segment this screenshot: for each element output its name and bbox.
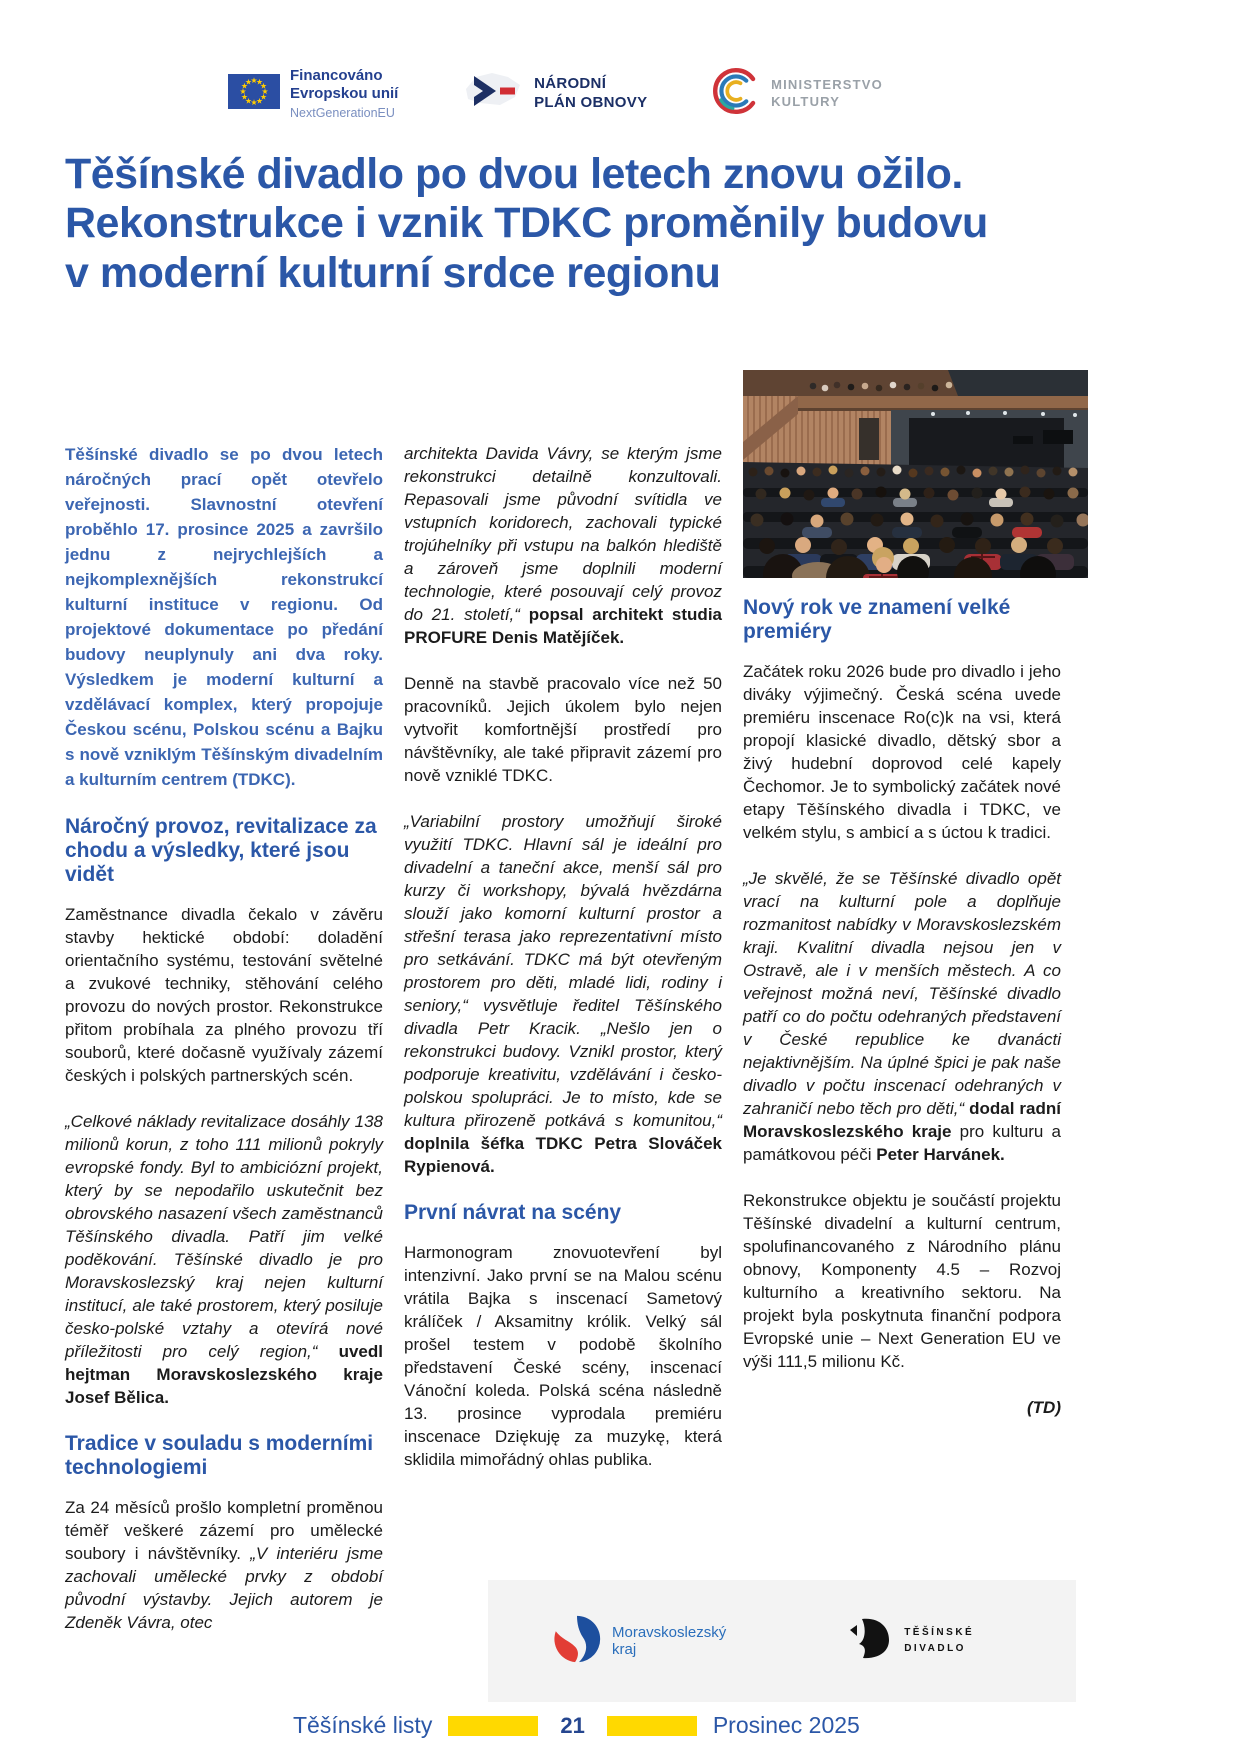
- body-paragraph: Denně na stavbě pracovalo více než 50 pracovníků. Jejich úkolem bylo nejen vytvořit komfortnější prostředí pro návštěvníky, ale také připravit zázemí pro nově vzniklé TDKC.: [404, 674, 722, 785]
- funding-logos-header: [228, 66, 883, 121]
- quote-attribution: doplnila šéfka TDKC Petra Slováček Rypienová.: [404, 1134, 722, 1176]
- mk-logo-line2: KULTURY: [771, 93, 841, 109]
- auditorium-audience-photo: [743, 370, 1088, 578]
- pull-quote-spaces: [404, 810, 722, 1178]
- lead-paragraph: Těšínské divadlo se po dvou letech náročných prací opět otevřelo veřejnosti. Slavnostní otevření proběhlo 17. prosince 2025 a završilo jednu z nejrychlejších a nejkomplexnějších rekonstrukcí kulturní instituce v regionu. Od projektové dokumentace po předání budovy neuplynuly ani dva roky. Výsledkem je moderní kulturní a vzdělávací komplex, který propojuje Českou scénu, Polskou scénu a Bajku s nově vzniklým Těšínským divadelním a kulturním centrem (TDKC).: [65, 445, 383, 789]
- eu-logo-line2: Evropskou unií: [290, 85, 399, 102]
- article-columns: [65, 368, 1061, 1657]
- footer-separator-bar: [448, 1716, 538, 1736]
- author-initials: (TD): [1027, 1398, 1061, 1417]
- national-recovery-plan-logo: [462, 67, 647, 120]
- tesin-theatre-logo: [848, 1615, 974, 1668]
- section-heading-navrat: První návrat na scény: [404, 1201, 622, 1224]
- eu-logo-line3: NextGenerationEU: [290, 106, 395, 121]
- td-logo-line2: DIVADLO: [904, 1643, 966, 1654]
- issue-date: Prosinec 2025: [712, 1712, 860, 1738]
- column-3: [743, 368, 1061, 1657]
- quote-text: „Je skvělé, že se Těšínské divadlo opět vrací na kulturní pole a doplňuje rozmanitost nabídky v Moravskoslezském kraji. Kvalitní divadla nejsou jen v Ostravě, ale i v menších městech. A co veřejnost možná neví, Těšínské divadlo patří co do počtu odehraných představení v České republice ke dvanácti nejaktivnějším. Na úplné špici je pak naše divadlo v počtu inscenací odehraných v zahraničí nebo těch pro děti,“: [743, 869, 1061, 1118]
- sponsor-logos-strip: [488, 1580, 1076, 1702]
- paragraph-intro: Za 24 měsíců prošlo kompletní proměnou téměř veškeré zázemí pro umělecké soubory i návštěvníky.: [65, 1498, 383, 1563]
- section-heading-provoz: Náročný provoz, revitalizace za chodu a výsledky, které jsou vidět: [65, 815, 377, 886]
- article-headline: Těšínské divadlo po dvou letech znovu ožilo. Rekonstrukce i vznik TDKC proměnily budovu v moderní kulturní srdce regionu: [65, 150, 988, 297]
- eu-logo-line1: Financováno: [290, 66, 383, 84]
- npo-logo-line2: PLÁN OBNOVY: [534, 93, 648, 111]
- quote-text: „V interiéru jsme zachovali umělecké prvky z období původní výstavby. Jejich autorem je Zdeněk Vávra, otec: [65, 1544, 383, 1632]
- body-paragraph: Harmonogram znovuotevření byl intenzivní. Jako první se na Malou scénu vrátila Bajka s inscenací Sametový králíček / Aksamitny królik. Velký sál prošel testem v podobě školního představení České scény, inscenací Vánoční koleda. Polská scéna následně 13. prosince vyprodala premiéru inscenace Dziękuję za muzykę, která sklidila mimořádný ohlas publika.: [404, 1243, 722, 1469]
- eu-funding-logo: [228, 67, 398, 121]
- msk-logo-line1: Moravskoslezský: [612, 1623, 727, 1641]
- quote-attribution: dodal radní Moravskoslezského kraje: [743, 1099, 1061, 1141]
- quote-attribution: uvedl hejtman Moravskoslezského kraje Josef Bělica.: [65, 1342, 383, 1407]
- body-paragraph: Zaměstnance divadla čekalo v závěru stavby hektické období: doladění orientačního systému, testování světelné a zvukové techniky, stěhování celého provozu do nových prostor. Rekonstrukce přitom probíhala za plného provozu tří souborů, které dočasně využívaly zázemí českých i polských partnerských scén.: [65, 905, 383, 1085]
- quote-attribution: popsal architekt studia PROFURE Denis Matějíček.: [404, 605, 722, 647]
- body-paragraph: Rekonstrukce objektu je součástí projektu Těšínské divadelní a kulturní centrum, spolufinancovaného z Národního plánu obnovy, Komponenty 4.5 – Rozvoj kulturního a kreativního sektoru. Na projekt byla poskytnuta finanční podpora Evropské unie – Next Generation EU ve výši 111,5 milionu Kč.: [743, 1191, 1061, 1371]
- pull-quote-interior: [404, 442, 722, 649]
- msk-logo-icon: [550, 1612, 604, 1671]
- eu-flag-icon: [228, 74, 280, 114]
- page-footer: [293, 1712, 860, 1739]
- section-heading-novy-rok: Nový rok ve znamení velké premiéry: [743, 596, 1011, 643]
- ministry-culture-emblem-icon: [711, 66, 761, 121]
- quote-attribution-name: Peter Harvánek.: [876, 1145, 1005, 1164]
- tesin-theatre-logo-icon: [848, 1615, 892, 1668]
- quote-text: architekta Davida Vávry, se kterým jsme rekonstrukci detailně konzultovali. Repasovali jsme původní svítidla ve vstupních koridorech, zachovali typické trojúhelníky při vstupu na balkón hlediště a zároveň jsme doplnili moderní technologie, které posouvají celý provoz do 21. století,“: [404, 444, 722, 624]
- quote-text: „Variabilní prostory umožňují široké využití TDKC. Hlavní sál je ideální pro divadelní a taneční akce, menší sál pro kurzy či workshopy, bývalá hvězdárna slouží jako komorní kulturní prostor a střešní terasa jako reprezentativní místo pro setkávání. TDKC má být otevřeným prostorem pro děti, mladé lidi, rodiny i seniory,“ vysvětluje ředitel Těšínského divadla Petr Kracik. „Nešlo jen o rekonstrukci budovy. Vznikl prostor, který podporuje kreativitu, vzdělávání i česko-polskou spolupráci. Je to místo, kde se kultura přirozeně potkává s komunitou,“: [404, 812, 722, 1130]
- npo-chevron-icon: [462, 67, 524, 120]
- body-paragraph: [65, 1496, 383, 1634]
- column-1: [65, 368, 383, 1657]
- td-logo-line1: TĚŠÍNSKÉ: [904, 1627, 975, 1638]
- footer-separator-bar: [607, 1716, 697, 1736]
- quote-attribution-role: pro kulturu a památkovou péči: [743, 1122, 1061, 1164]
- column-2: [404, 368, 722, 1657]
- npo-logo-line1: NÁRODNÍ: [534, 74, 607, 92]
- msk-logo-line2: kraj: [612, 1641, 637, 1658]
- ministry-of-culture-logo: [711, 66, 883, 121]
- page-number: 21: [560, 1712, 585, 1738]
- quote-text: „Celkové náklady revitalizace dosáhly 138 milionů korun, z toho 111 milionů pokryly evropské fondy. Byl to ambiciózní projekt, který by se nepodařilo uskutečnit bez obrovského nasazení všech zaměstnanců Těšínského divadla. Patří jim velké poděkování. Těšínské divadlo je pro Moravskoslezský kraj nejen kulturní institucí, ale také prostorem, který posiluje česko-polské vztahy a otevírá nové příležitosti pro celý region,“: [65, 1112, 383, 1361]
- mk-logo-line1: MINISTERSTVO: [771, 76, 883, 92]
- pull-quote-costs: [65, 1110, 383, 1409]
- section-heading-tradice: Tradice v souladu s moderními technologiemi: [65, 1432, 374, 1479]
- pull-quote-region: [743, 867, 1061, 1166]
- body-paragraph: Začátek roku 2026 bude pro divadlo i jeho diváky výjimečný. Česká scéna uvede premiéru inscenace Ro(c)k na vsi, která propojí klasické divadlo, dětský sbor a živý hudební doprovod celé kapely Čechomor. Je to symbolický začátek nové etapy Těšínského divadla i TDKC, ve velkém stylu, s ambicí a s úctou k tradici.: [743, 662, 1061, 842]
- moravian-silesian-region-logo: [550, 1612, 726, 1671]
- publication-name: Těšínské listy: [293, 1712, 433, 1738]
